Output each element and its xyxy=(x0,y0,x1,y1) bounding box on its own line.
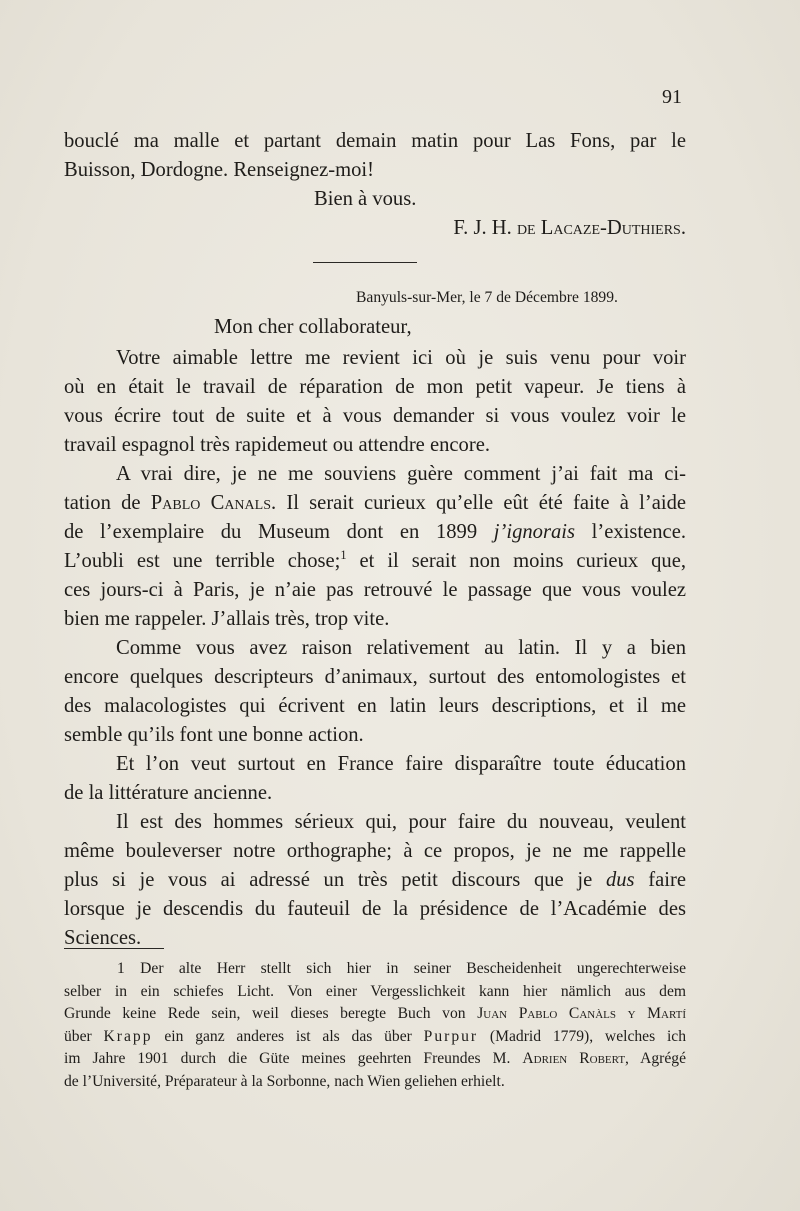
text-line: des malacologistes qui écrivent en latin leurs descriptions, et il me xyxy=(64,695,686,717)
text-line: semble qu’ils font une bonne action. xyxy=(64,724,364,746)
footnote-line: im Jahre 1901 durch die Güte meines geehrten Freundes M. Adrien Robert, Agrégé xyxy=(64,1050,686,1068)
page-number: 91 xyxy=(662,86,682,108)
person-name: Juan Pablo Canàls y Martí xyxy=(477,1005,687,1023)
footnote-marker: 1 xyxy=(117,960,125,977)
footnote-ref: 1 xyxy=(340,548,347,563)
footnote-rule xyxy=(64,948,164,949)
letter-ending xyxy=(64,127,686,243)
text-line: encore quelques descripteurs d’animaux, surtout des entomologistes et xyxy=(64,666,686,688)
text-line: même bouleverser notre orthographe; à ce propos, je ne me rappelle xyxy=(64,840,686,862)
footnote-line: über Krapp ein ganz anderes ist als das über Purpur (Madrid 1779), welches ich xyxy=(64,1027,687,1045)
text-line: où en était le travail de réparation de mon petit vapeur. Je tiens à xyxy=(64,376,686,398)
signature-name: Lacaze-Duthiers. xyxy=(540,217,686,239)
footnote xyxy=(64,958,686,1094)
text-line: Votre aimable lettre me revient ici où je suis venu pour voir xyxy=(116,347,686,369)
signature xyxy=(64,214,686,243)
person-name: Adrien Robert, xyxy=(522,1050,629,1068)
text-line: lorsque je descendis du fauteuil de la présidence de l’Académie des xyxy=(64,898,686,920)
signature-particle: de xyxy=(516,217,536,239)
text-line: vous écrire tout de suite et à vous demander si vous voulez voir le xyxy=(64,405,686,427)
footnote-line: selber in ein schiefes Licht. Von einer Vergesslichkeit kann hier nämlich aus dem xyxy=(64,982,686,1000)
footnote-line: Grunde keine Rede sein, weil dieses beregte Buch von Juan Pablo Canàls y Martí xyxy=(64,1005,687,1023)
dateline: Banyuls-sur-Mer, le 7 de Décembre 1899. xyxy=(356,289,618,306)
text-line: tation de Pablo Canals. Il serait curieux qu’elle eût été faite à l’aide xyxy=(64,492,687,514)
letter-body xyxy=(64,344,686,953)
emphasis: dus xyxy=(605,869,635,891)
closing: Bien à vous. xyxy=(314,188,417,210)
emphasis: j’ignorais xyxy=(493,521,576,543)
text-line: Et l’on veut surtout en France faire disparaître toute éducation xyxy=(116,753,686,775)
text-line: de l’exemplaire du Museum dont en 1899 j’ignorais l’existence. xyxy=(64,521,686,543)
text-line: Buisson, Dordogne. Renseignez-moi! xyxy=(64,159,375,181)
text-line: plus si je vous ai adressé un très petit discours que je dus faire xyxy=(64,869,686,891)
text-line: Comme vous avez raison relativement au latin. Il y a bien xyxy=(116,637,686,659)
section-separator xyxy=(313,262,417,263)
text-line: travail espagnol très rapidemeut ou attendre encore. xyxy=(64,434,490,456)
footnote-line: de l’Université, Préparateur à la Sorbonne, nach Wien geliehen erhielt. xyxy=(64,1072,505,1090)
salutation: Mon cher collaborateur, xyxy=(214,316,412,338)
footnote-line: 1 Der alte Herr stellt sich hier in seiner Bescheidenheit ungerechterweise xyxy=(117,960,687,977)
signature-initials: F. J. H. xyxy=(453,217,512,239)
text-line: L’oubli est une terrible chose;$^1$ et il serait non moins curieux que, xyxy=(64,548,686,572)
text-line: ces jours-ci à Paris, je n’aie pas retrouvé le passage que vous voulez xyxy=(64,579,686,601)
text-line: Il est des hommes sérieux qui, pour faire du nouveau, veulent xyxy=(116,811,686,833)
text-line: de la littérature ancienne. xyxy=(64,782,273,804)
text-line: bien me rappeler. J’allais très, trop vite. xyxy=(64,608,390,630)
spaced-word: Purpur xyxy=(423,1027,479,1045)
person-name: Pablo Canals. xyxy=(150,492,277,514)
spaced-word: Krapp xyxy=(103,1027,153,1045)
text-line: Sciences. xyxy=(64,927,142,949)
text-line: bouclé ma malle et partant demain matin pour Las Fons, par le xyxy=(64,130,686,152)
text-line: A vrai dire, je ne me souviens guère comment j’ai fait ma ci- xyxy=(116,463,686,485)
